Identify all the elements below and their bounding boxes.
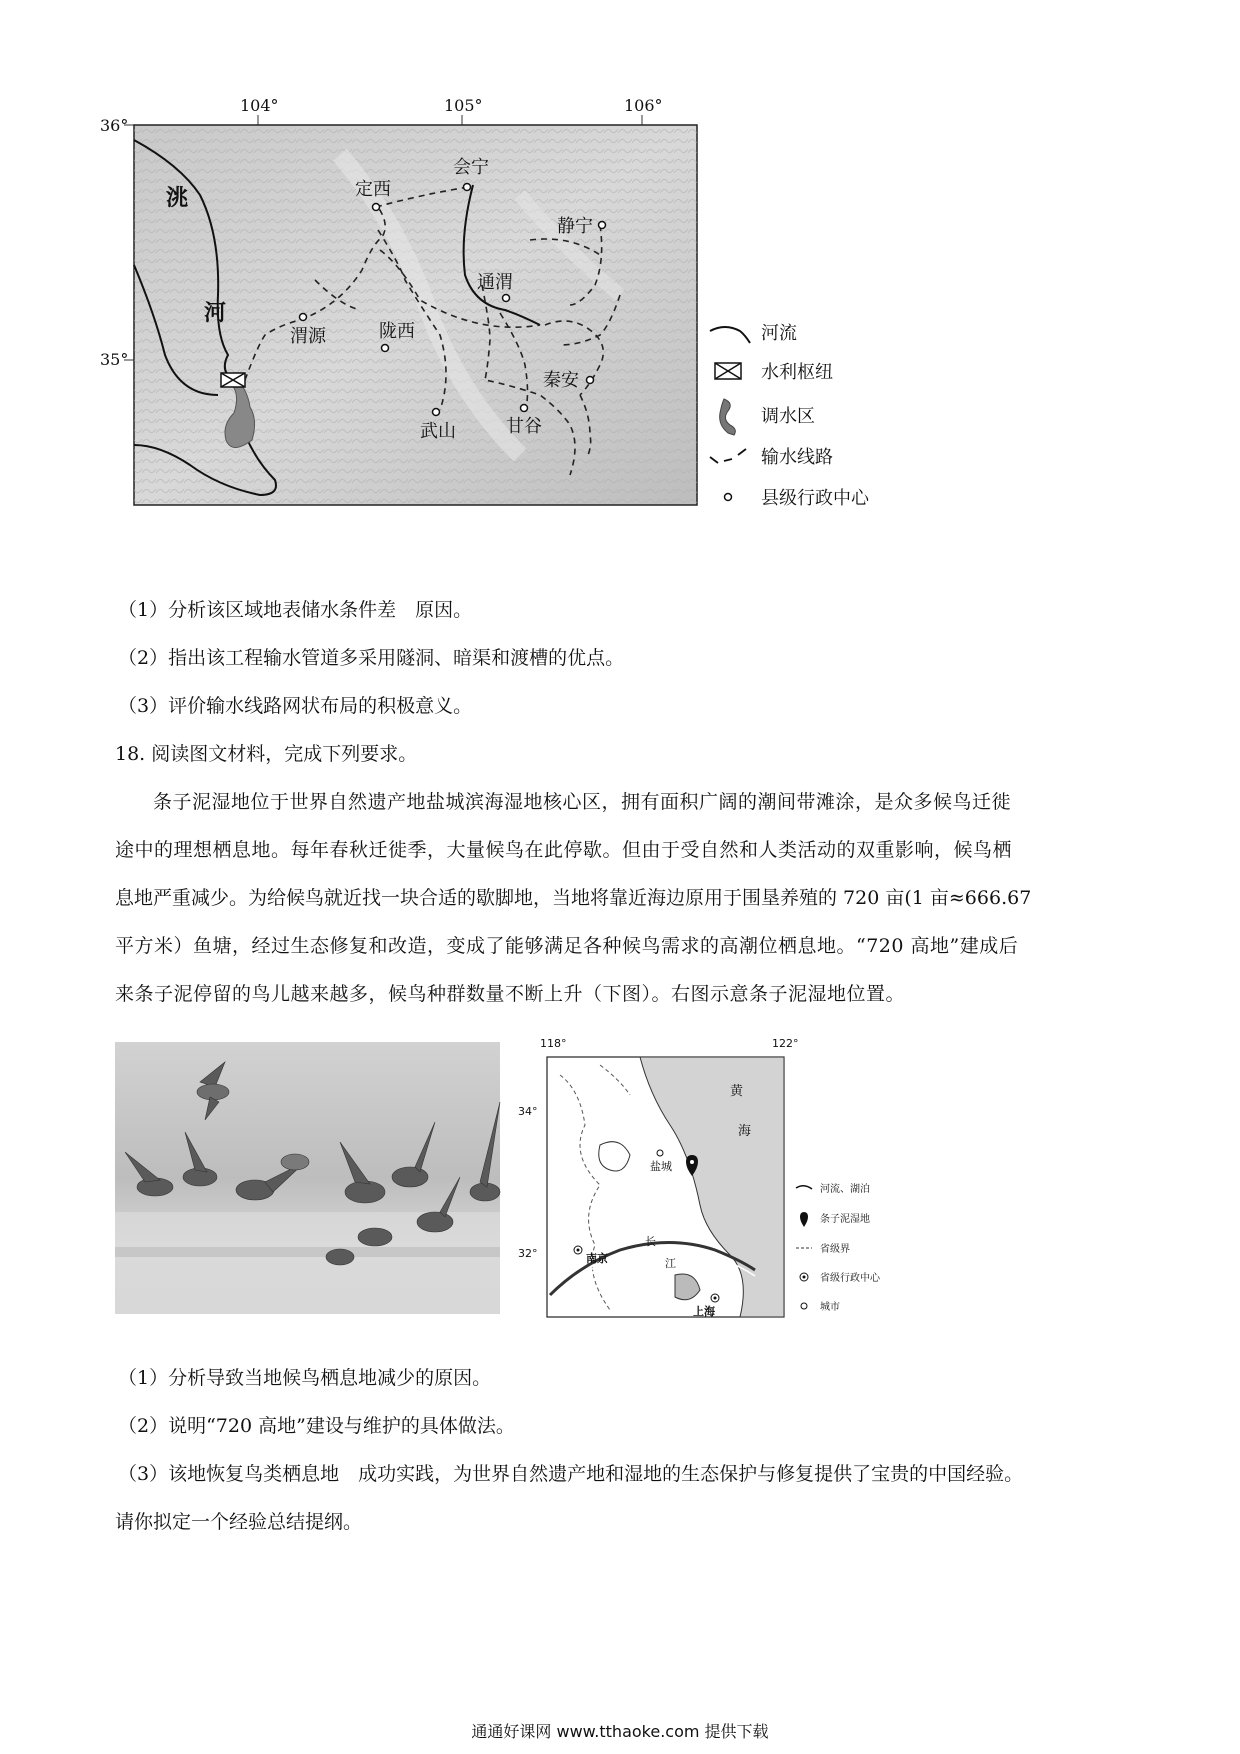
q18-material-line-4: 平方米）鱼塘，经过生态修复和改造，变成了能够满足各种候鸟需求的高潮位栖息地。“720 高地”建成后 xyxy=(115,935,1019,957)
lat-35-label: 35° xyxy=(100,350,129,369)
lat-34-label: 34° xyxy=(518,1105,538,1118)
q18-material-line-1: 条子泥湿地位于世界自然遗产地盐城滨海湿地核心区，拥有面积广阔的潮间带滩涂，是众多候鸟迁徙 xyxy=(153,791,1012,813)
yancheng-label: 盐城 xyxy=(650,1160,672,1173)
shanghai-label: 上海 xyxy=(693,1305,715,1318)
legend-source-area: 调水区 xyxy=(761,406,815,427)
dingxi-marker xyxy=(373,204,380,211)
lon-104-label: 104° xyxy=(240,96,279,115)
lat-32-label: 32° xyxy=(518,1247,538,1260)
tongwei-label: 通渭 xyxy=(477,272,513,293)
sea-char-1: 黄 xyxy=(730,1084,744,1099)
weiyuan-marker xyxy=(300,314,307,321)
lat-36-label: 36° xyxy=(100,116,129,135)
legend-county-center: 县级行政中心 xyxy=(761,488,869,509)
jingning-marker xyxy=(599,222,606,229)
water-line-legend-icon xyxy=(710,449,746,463)
qinan-label: 秦安 xyxy=(543,370,579,391)
water-hub-icon xyxy=(221,373,245,387)
river-name-he: 河 xyxy=(204,301,227,326)
tongwei-marker xyxy=(503,295,510,302)
legend-city: 城市 xyxy=(820,1302,840,1313)
lon-122-label: 122° xyxy=(772,1037,799,1050)
q18-material-line-5: 来条子泥停留的鸟儿越来越多，候鸟种群数量不断上升（下图）。右图示意条子泥湿地位置。 xyxy=(115,983,906,1005)
longxi-marker xyxy=(382,345,389,352)
q18-sub2: （2）说明“720 高地”建设与维护的具体做法。 xyxy=(118,1415,515,1437)
source-area-legend-icon xyxy=(720,399,736,435)
longxi-label: 陇西 xyxy=(379,321,415,342)
lon-106-label: 106° xyxy=(624,96,663,115)
water-diversion-map xyxy=(100,95,1000,575)
footer-watermark: 通通好课网 www.tthaoke.com 提供下载 xyxy=(471,1722,769,1741)
q18-sub1: （1）分析导致当地候鸟栖息地减少的原因。 xyxy=(118,1367,492,1389)
q18-sub3-line2: 请你拟定一个经验总结提纲。 xyxy=(115,1511,363,1533)
q18-title: 18. 阅读图文材料，完成下列要求。 xyxy=(115,743,418,765)
legend-water-line: 输水线路 xyxy=(761,447,833,468)
lon-118-label: 118° xyxy=(540,1037,567,1050)
map-legend xyxy=(710,323,870,509)
longitude-labels xyxy=(240,96,663,125)
dingxi-label: 定西 xyxy=(355,179,391,200)
river-name-tao: 洮 xyxy=(166,186,189,211)
wetland-location-map xyxy=(518,1035,880,1325)
river-char-chang: 长 xyxy=(645,1235,656,1248)
jingning-label: 静宁 xyxy=(557,216,593,237)
wushan-marker xyxy=(433,409,440,416)
bird-photo xyxy=(115,1042,500,1314)
q18-material-line-3: 息地严重减少。为给候鸟就近找一块合适的歇脚地，当地将靠近海边原用于围垦养殖的 720 亩(1 亩≈666.67 xyxy=(115,887,1032,909)
huining-label: 会宁 xyxy=(453,157,489,178)
gangu-marker xyxy=(521,405,528,412)
gangu-label: 甘谷 xyxy=(506,416,542,437)
q17-sub1: （1）分析该区域地表储水条件差 原因。 xyxy=(118,599,473,621)
lon-105-label: 105° xyxy=(444,96,483,115)
q18-material-line-2: 途中的理想栖息地。每年春秋迁徙季，大量候鸟在此停歇。但由于受自然和人类活动的双重影响，候鸟栖 xyxy=(115,839,1013,861)
legend-river-lake: 河流、湖泊 xyxy=(820,1184,870,1195)
hub-legend-icon xyxy=(715,363,741,379)
legend-boundary: 省级界 xyxy=(820,1244,850,1255)
latitude-labels xyxy=(100,116,134,369)
q18-sub3-line1: （3）该地恢复鸟类栖息地 成功实践，为世界自然遗产地和湿地的生态保护与修复提供了宝贵的中国经验。 xyxy=(118,1463,1024,1485)
sea-char-2: 海 xyxy=(738,1124,752,1139)
legend-hub: 水利枢纽 xyxy=(761,362,833,383)
qinan-marker xyxy=(587,377,594,384)
wushan-label: 武山 xyxy=(420,421,456,442)
weiyuan-label: 渭源 xyxy=(290,326,326,347)
huining-marker xyxy=(464,184,471,191)
river-legend-icon xyxy=(710,327,750,343)
county-center-legend-icon xyxy=(725,494,732,501)
legend-river: 河流 xyxy=(761,323,797,344)
legend-wetland: 条子泥湿地 xyxy=(820,1214,870,1225)
q17-sub2: （2）指出该工程输水管道多采用隧洞、暗渠和渡槽的优点。 xyxy=(118,647,625,669)
q17-sub3: （3）评价输水线路网状布局的积极意义。 xyxy=(118,695,473,717)
river-char-jiang: 江 xyxy=(665,1257,676,1270)
nanjing-label: 南京 xyxy=(586,1252,608,1265)
legend-capital: 省级行政中心 xyxy=(820,1273,880,1284)
